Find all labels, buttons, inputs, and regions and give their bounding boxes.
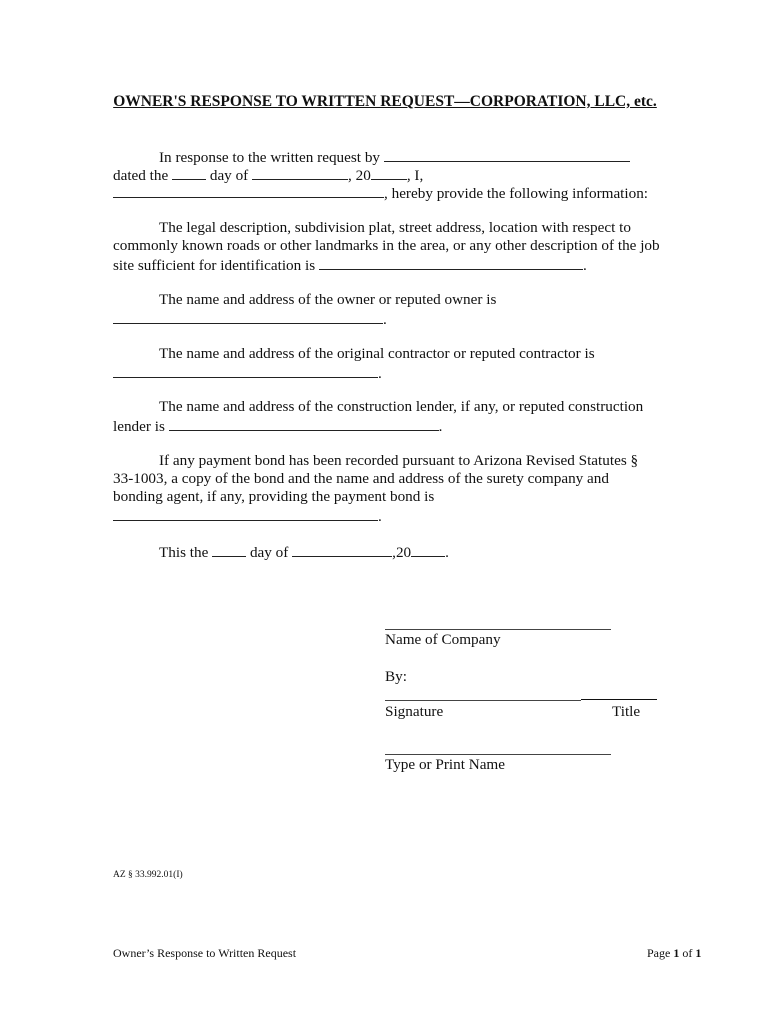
para4-line2: . bbox=[113, 363, 382, 383]
owner-blank[interactable] bbox=[113, 309, 383, 324]
para3-line1: The name and address of the owner or reputed owner is bbox=[159, 291, 497, 308]
para6-line1: If any payment bond has been recorded pursuant to Arizona Revised Statutes § bbox=[159, 452, 639, 469]
by-label: By: bbox=[385, 668, 407, 685]
print-name-line[interactable] bbox=[385, 754, 611, 755]
contractor-blank[interactable] bbox=[113, 363, 378, 378]
company-name-line[interactable] bbox=[385, 629, 611, 630]
title-line[interactable] bbox=[581, 699, 657, 700]
para2-line2: commonly known roads or other landmarks in the area, or any other description of the job bbox=[113, 237, 660, 254]
request-year-blank[interactable] bbox=[371, 165, 407, 180]
para1-line3: , hereby provide the following information: bbox=[113, 183, 648, 203]
signing-month-blank[interactable] bbox=[292, 542, 392, 557]
para4-line1: The name and address of the original contractor or reputed contractor is bbox=[159, 345, 595, 362]
para6-line3: bonding agent, if any, providing the payment bond is bbox=[113, 488, 435, 505]
lender-blank[interactable] bbox=[169, 416, 439, 431]
signature-label: Signature bbox=[385, 703, 444, 720]
signing-date-line: This the day of ,20 . bbox=[159, 544, 449, 561]
para3-line2: . bbox=[113, 309, 387, 329]
para5-line2: lender is . bbox=[113, 418, 443, 435]
statute-reference: AZ § 33.992.01(I) bbox=[113, 870, 183, 880]
signing-day-blank[interactable] bbox=[212, 542, 246, 557]
signature-line[interactable] bbox=[385, 700, 581, 701]
para1-line2: dated the day of , 20 , I, bbox=[113, 167, 424, 184]
document-title: OWNER'S RESPONSE TO WRITTEN REQUEST—CORPORATION, LLC, etc. bbox=[113, 93, 657, 110]
requester-blank[interactable] bbox=[384, 147, 630, 162]
para2-line3: site sufficient for identification is . bbox=[113, 257, 587, 274]
para2-line1: The legal description, subdivision plat, street address, location with respect to bbox=[159, 219, 631, 236]
bond-info-blank[interactable] bbox=[113, 506, 378, 521]
signing-year-blank[interactable] bbox=[411, 542, 445, 557]
para6-line2: 33-1003, a copy of the bond and the name and address of the surety company and bbox=[113, 470, 609, 487]
request-month-blank[interactable] bbox=[252, 165, 348, 180]
footer-page-number: Page 1 of 1 bbox=[647, 946, 702, 960]
print-name-label: Type or Print Name bbox=[385, 756, 505, 773]
para5-line1: The name and address of the construction lender, if any, or reputed construction bbox=[159, 398, 644, 415]
company-label: Name of Company bbox=[385, 631, 501, 648]
para6-line4: . bbox=[113, 506, 382, 526]
footer-document-name: Owner’s Response to Written Request bbox=[113, 946, 297, 960]
title-label: Title bbox=[612, 703, 641, 720]
job-site-blank[interactable] bbox=[319, 255, 583, 270]
respondent-name-blank[interactable] bbox=[113, 183, 384, 198]
para1-line1: In response to the written request by bbox=[159, 147, 630, 167]
request-day-blank[interactable] bbox=[172, 165, 206, 180]
